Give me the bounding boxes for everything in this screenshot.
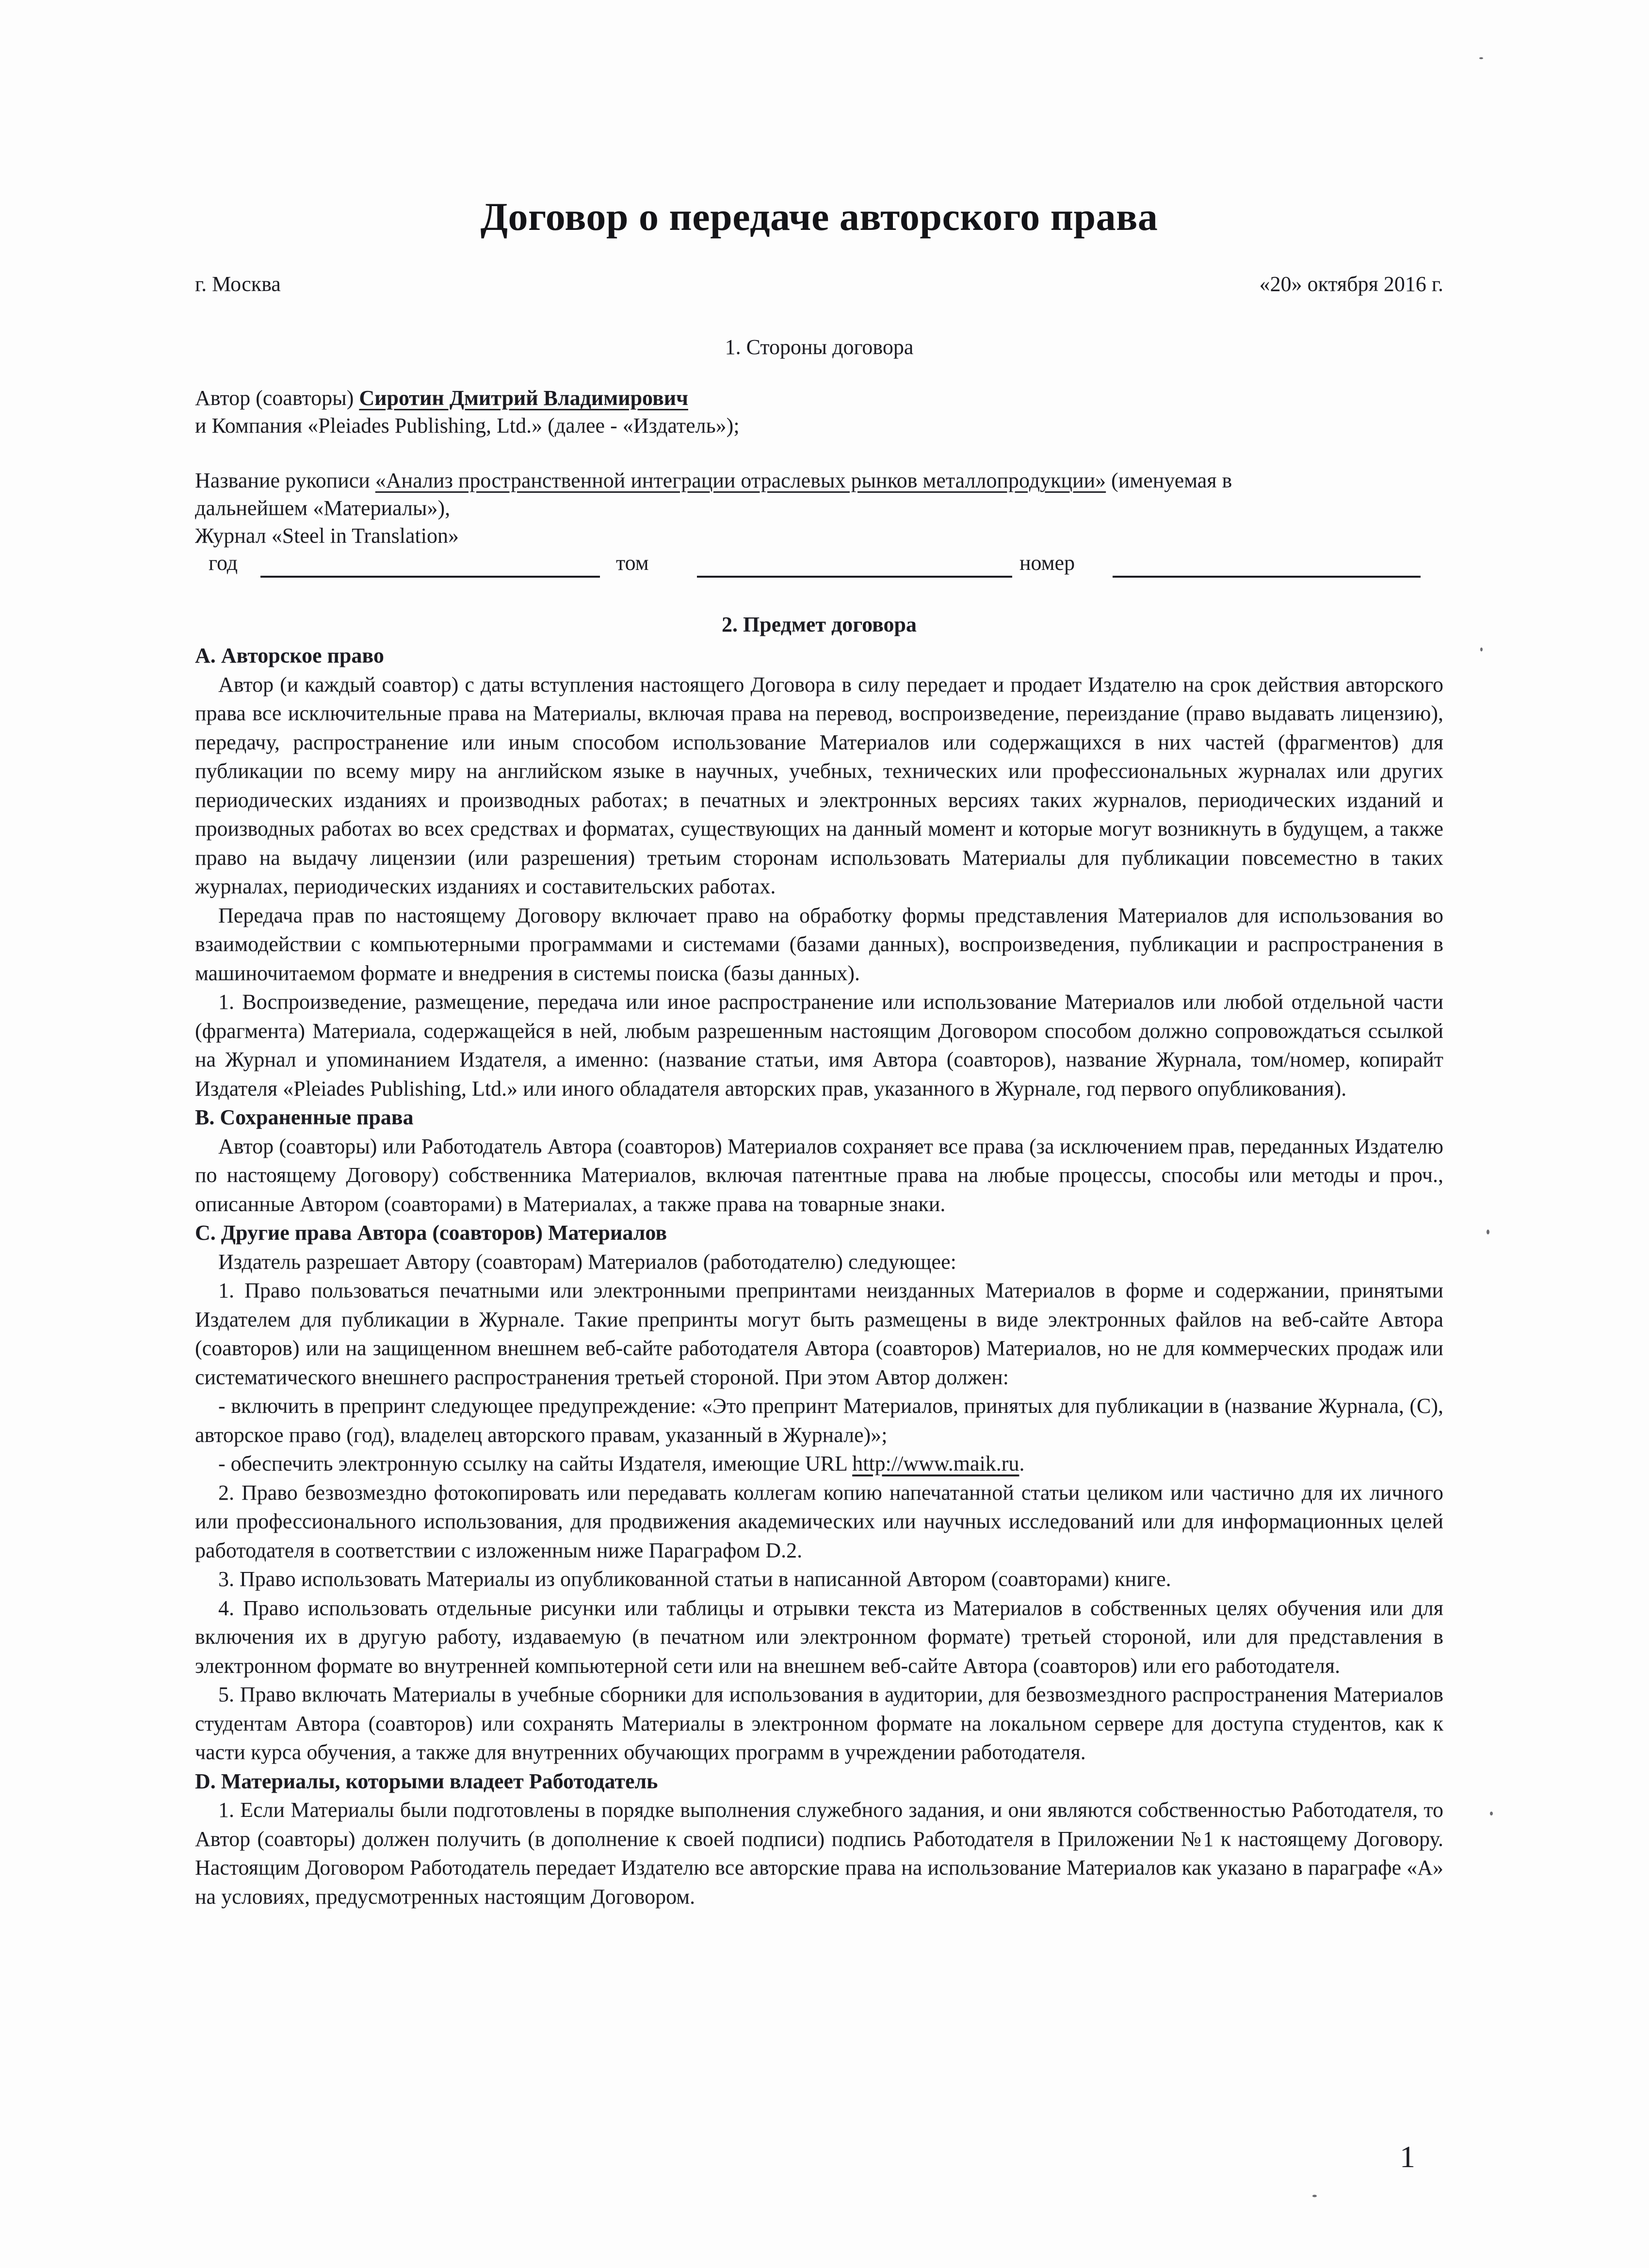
publisher-url-link[interactable]: http://www.maik.ru (852, 1452, 1019, 1475)
subsection-a-paragraph-3: 1. Воспроизведение, размещение, передача или иное распространение или использование Материалов или любой отдельной части (фрагмента) Материала, содержащейся в ней, любым разрешенным настоящим Договором способом должно сопровождаться ссылкой на Журнал и упоминанием Издателя, а именно: (название статьи, имя Автора (соавторов), название Журнала, том/номер, копирайт Издателя «Pleiades Publishing, Ltd.» или иного обладателя авторских прав, указанного в Журнале, год первого опубликования). (195, 990, 1443, 1101)
author-line (195, 386, 688, 410)
manuscript-suffix: (именуемая в (1106, 469, 1232, 492)
scan-speck (1480, 648, 1483, 651)
company-line: и Компания «Pleiades Publishing, Ltd.» (далее - «Издатель»); (195, 414, 740, 437)
section-2-heading: 2. Предмет договора (722, 613, 917, 636)
manuscript-label: Название рукописи (195, 469, 375, 492)
page-number: 1 (1400, 2139, 1415, 2174)
number-label: номер (1019, 551, 1075, 575)
scan-speck (1479, 57, 1483, 59)
subsection-a-paragraph-1: Автор (и каждый соавтор) с даты вступления настоящего Договора в силу передает и продает Издателю на срок действия авторского права все исключительные права на Материалы, включая права на перевод, воспроизведение, переиздание (право выдавать лицензию), передачу, распространение или иным способом использование Материалов или содержащихся в них частей (фрагментов) для публикации по всему миру на английском языке в научных, учебных, технических или профессиональных журналах или других периодических изданиях и производных работах; в печатных и электронных версиях таких журналов, периодических изданий и производных работах во всех средствах и форматах, существующих на данный момент и которые могут возникнуть в будущем, а также право на выдачу лицензии (или разрешения) третьим сторонам использовать Материалы для публикации повсеместно в таких журналах, периодических изданиях и составительских работах. (195, 672, 1443, 898)
volume-blank-field[interactable] (697, 576, 1012, 578)
bullet-2-text: - обеспечить электронную ссылку на сайты Издателя, имеющие URL (218, 1452, 853, 1475)
journal-line: Журнал «Steel in Translation» (195, 524, 459, 548)
subsection-b-paragraph-1: Автор (соавторы) или Работодатель Автора (соавторов) Материалов сохраняет все права (за исключением прав, переданных Издателю по настоящему Договору) собственника Материалов, включая патентные права на любые процессы, способы или методы и проч., описанные Автором (соавторами) в Материалах, а также права на товарные знаки. (195, 1134, 1443, 1216)
subsection-c-item-3: 3. Право использовать Материалы из опубликованной статьи в написанной Автором (соавторами) книге. (218, 1567, 1171, 1591)
scan-speck (1312, 2195, 1317, 2197)
section-2-body (195, 641, 1443, 1911)
subsection-c-bullet-1: - включить в препринт следующее предупреждение: «Это препринт Материалов, принятых для публикации в (название Журнала, (C), авторское право (год), владелец авторского правам, указанный в Журнале)»; (195, 1394, 1443, 1447)
volume-label: том (616, 551, 649, 575)
contract-city: г. Москва (195, 272, 281, 296)
journal-issue-blanks (195, 551, 1443, 580)
author-name: Сиротин Дмитрий Владимирович (359, 386, 688, 410)
subsection-c-item-1: 1. Право пользоваться печатными или электронными препринтами неизданных Материалов в форме и содержании, принятыми Издателем для публикации в Журнале. Такие препринты могут быть размещены в виде электронных файлов на веб-сайте Автора (соавторов) или на защищенном внешнем веб-сайте работодателя Автора (соавторов) Материалов, но не для коммерческих продаж или систематического внешнего распространения третьей стороной. При этом Автор должен: (195, 1279, 1443, 1389)
contract-date: «20» октября 2016 г. (1259, 272, 1443, 296)
subsection-b-heading: B. Сохраненные права (195, 1105, 414, 1129)
author-label: Автор (соавторы) (195, 386, 359, 410)
subsection-d-heading: D. Материалы, которыми владеет Работодатель (195, 1769, 658, 1793)
scan-speck (1487, 1230, 1489, 1234)
manuscript-title: «Анализ пространственной интеграции отраслевых рынков металлопродукции» (375, 469, 1106, 492)
number-blank-field[interactable] (1113, 576, 1421, 578)
year-blank-field[interactable] (260, 576, 600, 578)
manuscript-line-2: дальнейшем «Материалы»), (195, 496, 451, 520)
subsection-c-item-4: 4. Право использовать отдельные рисунки или таблицы и отрывки текста из Материалов в собственных целях обучения или для включения их в другую работу, издаваемую (в печатном или электронном формате) третьей стороной, или для представления в электронном формате во внутренней компьютерной сети или на внешнем веб-сайте Автора (соавторов) или его работодателя. (195, 1596, 1443, 1678)
subsection-a-paragraph-2: Передача прав по настоящему Договору включает право на обработку формы представления Материалов для использования во взаимодействии с компьютерными программами и системами (базами данных), воспроизведения, публикации и распространения в машиночитаемом формате и внедрения в системы поиска (базы данных). (195, 903, 1443, 985)
year-label: год (209, 551, 238, 575)
subsection-a-heading: A. Авторское право (195, 644, 384, 667)
subsection-c-item-2: 2. Право безвозмездно фотокопировать или передавать коллегам копию напечатанной статьи целиком или частично для их личного или профессионального использования, для продвижения академических или научных исследований или для информационных целей работодателя в соответствии с изложенным ниже Параграфом D.2. (195, 1480, 1443, 1562)
manuscript-line (195, 468, 1232, 493)
scan-speck (1490, 1812, 1493, 1815)
bullet-2-end: . (1019, 1452, 1025, 1475)
subsection-c-heading: C. Другие права Автора (соавторов) Материалов (195, 1221, 667, 1245)
document-title: Договор о передаче авторского права (480, 194, 1158, 239)
subsection-c-bullet-2 (195, 1449, 1443, 1478)
subsection-c-item-5: 5. Право включать Материалы в учебные сборники для использования в аудитории, для безвозмездного распространения Материалов студентам Автора (соавторов) или сохранять Материалы в электронном формате на локальном сервере для доступа студентов, как к части курса обучения, а также для внутренних обучающих программ в учреждении работодателя. (195, 1683, 1443, 1764)
subsection-d-item-1: 1. Если Материалы были подготовлены в порядке выполнения служебного задания, и они являются собственностью Работодателя, то Автор (соавторы) должен получить (в дополнение к своей подписи) подпись Работодателя в Приложении №1 к настоящему Договору. Настоящим Договором Работодатель передает Издателю все авторские права на использование Материалов как указано в параграфе «А» на условиях, предусмотренных настоящим Договором. (195, 1798, 1443, 1909)
subsection-c-intro: Издатель разрешает Автору (соавторам) Материалов (работодателю) следующее: (218, 1249, 956, 1274)
section-1-heading: 1. Стороны договора (725, 335, 914, 359)
